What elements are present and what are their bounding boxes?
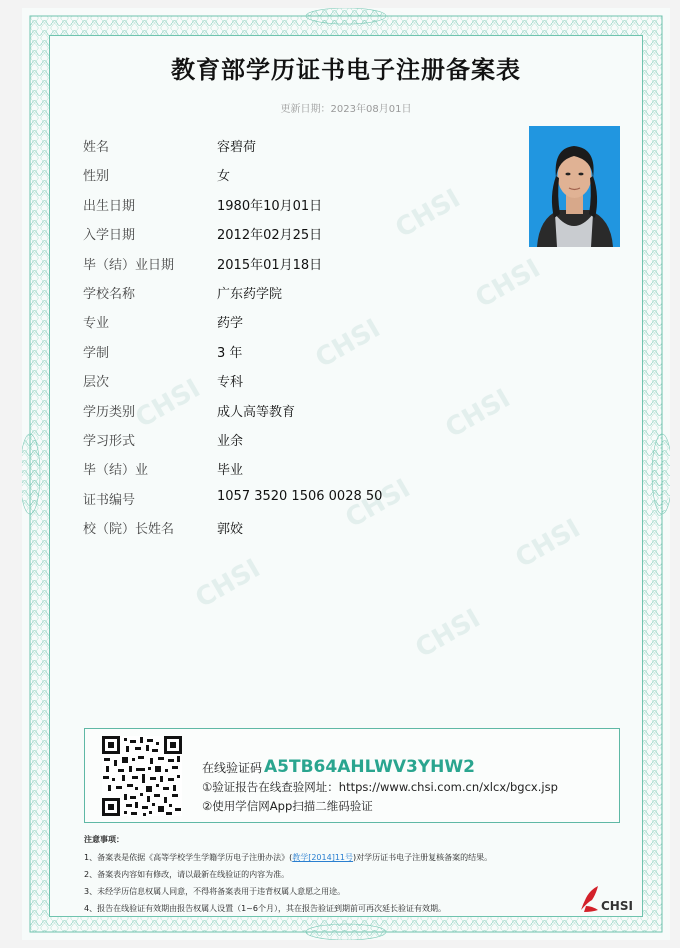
field-label: 性别 (83, 169, 110, 185)
field-label: 姓名 (83, 140, 110, 155)
field-label: 学习形式 (83, 434, 136, 449)
verify-app-line: ②使用学信网App扫描二维码验证 (202, 799, 373, 813)
field-value: 药学 (217, 316, 244, 332)
field-value: 毕业 (217, 463, 244, 479)
field-label: 入学日期 (83, 228, 136, 244)
field-value: 女 (217, 169, 231, 185)
certificate-page (22, 8, 670, 940)
field-label: 层次 (83, 375, 110, 391)
qr-code[interactable] (102, 736, 182, 816)
field-value: 2015年01月18日 (217, 257, 323, 273)
verification-code-label: 在线验证码 (202, 761, 263, 775)
svg-text:CHSI: CHSI (440, 383, 516, 445)
svg-text:CHSI: CHSI (190, 553, 266, 615)
note-item: 3、未经学历信息权属人同意，不得将备案表用于违背权属人意愿之用途。 (84, 887, 346, 896)
field-label: 学历类别 (83, 404, 136, 420)
svg-text:CHSI: CHSI (470, 253, 546, 315)
field-value: 业余 (217, 434, 244, 449)
chsi-logo-text: CHSI (601, 899, 633, 913)
svg-text:CHSI: CHSI (310, 313, 386, 375)
field-value: 2012年02月25日 (217, 228, 323, 244)
note-item: 2、备案表内容如有修改，请以最新在线验证的内容为准。 (84, 870, 290, 879)
svg-text:CHSI: CHSI (510, 513, 586, 575)
svg-text:CHSI: CHSI (130, 373, 206, 435)
field-value: 广东药学院 (217, 287, 283, 302)
svg-text:CHSI: CHSI (340, 473, 416, 535)
svg-text:CHSI: CHSI (410, 603, 486, 665)
field-label: 毕（结）业日期 (83, 257, 175, 273)
regulation-link[interactable]: 教学[2014]11号 (292, 853, 353, 862)
chsi-logo (580, 884, 640, 914)
verify-url-line[interactable]: ①验证报告在线查验网址：https://www.chsi.com.cn/xlcx/bgcx.jsp (202, 780, 558, 794)
note-item: 4、报告在线验证有效期由报告权属人设置（1~6个月），其在报告验证到期前可再次延长验证有效期。 (84, 904, 446, 913)
verification-code[interactable]: A5TB64AHLWV3YHW2 (264, 757, 475, 777)
note-item: 1、备案表是依据《高等学校学生学籍学历电子注册办法》(教学[2014]11号)对学历证书电子注册复核备案的结果。 (84, 853, 493, 862)
verification-code-line (202, 757, 475, 777)
field-label: 证书编号 (83, 492, 136, 508)
field-value: 郭姣 (217, 522, 244, 538)
field-value: 专科 (217, 375, 244, 391)
field-value: 1057 3520 1506 0028 50 (217, 488, 383, 504)
page-title: 教育部学历证书电子注册备案表 (171, 56, 521, 84)
id-photo (529, 126, 620, 247)
field-value: 3 年 (217, 345, 243, 361)
field-label: 专业 (83, 316, 110, 332)
notes-title: 注意事项： (84, 835, 124, 844)
field-value: 容碧荷 (217, 140, 257, 155)
svg-text:CHSI: CHSI (390, 183, 466, 245)
update-date: 更新日期：2023年08月01日 (280, 104, 412, 115)
field-label: 出生日期 (83, 198, 136, 214)
field-label: 学校名称 (83, 287, 136, 302)
field-label: 校（院）长姓名 (83, 522, 175, 538)
field-label: 学制 (83, 345, 110, 361)
field-label: 毕（结）业 (83, 463, 149, 479)
field-value: 成人高等教育 (217, 404, 296, 420)
verification-box (84, 728, 620, 823)
field-value: 1980年10月01日 (217, 198, 323, 214)
